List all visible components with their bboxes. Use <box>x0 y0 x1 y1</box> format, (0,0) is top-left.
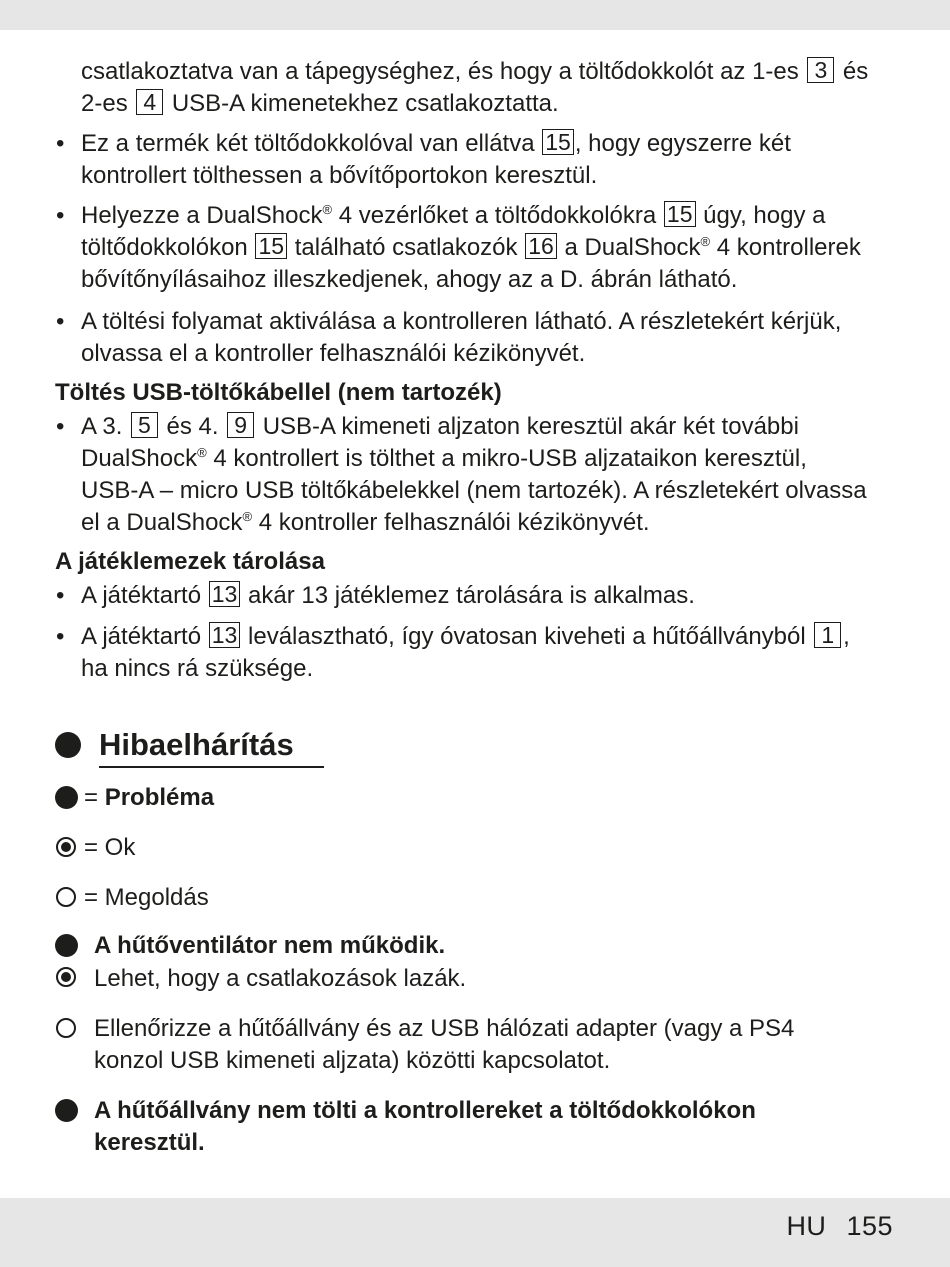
storage-heading: A játéklemezek tárolása <box>55 548 325 575</box>
reference-number: 3 <box>807 57 834 83</box>
text: töltődokkolókon <box>81 234 248 261</box>
registered-mark: ® <box>322 202 333 217</box>
problem-symbol-icon <box>55 1099 78 1122</box>
problem-1-solution-line-2: konzol USB kimeneti aljzata) közötti kapcsolatot. <box>94 1047 611 1074</box>
storage-bullet-2-line-1 <box>81 621 850 653</box>
bullet-3-line-1: A töltési folyamat aktiválása a kontrolleren látható. A részletekért kérjük, <box>81 308 842 335</box>
reference-number: 9 <box>227 412 254 438</box>
reference-number: 15 <box>542 129 574 155</box>
text: akár 13 játéklemez tárolására is alkalmas. <box>248 582 695 609</box>
solution-symbol-icon <box>56 1018 76 1038</box>
reference-number: 15 <box>664 201 696 227</box>
text: USB-A kimeneti aljzaton keresztül akár két további <box>262 413 799 440</box>
text: úgy, hogy a <box>703 202 826 229</box>
text: csatlakoztatva van a tápegységhez, és hogy a töltődokkolót az 1-es <box>81 58 799 85</box>
text: leválasztható, így óvatosan kiveheti a hűtőállványból <box>248 623 806 650</box>
registered-mark: ® <box>242 509 253 524</box>
usb-line-4 <box>81 507 650 539</box>
text: és 4. <box>166 413 219 440</box>
top-band <box>0 0 950 30</box>
storage-bullet-1 <box>81 580 695 612</box>
usb-charging-heading: Töltés USB-töltőkábellel (nem tartozék) <box>55 379 502 406</box>
legend-problem <box>84 782 214 814</box>
problem-symbol-icon <box>55 934 78 957</box>
text: , hogy egyszerre két <box>574 130 791 157</box>
bullet-1-line-2: kontrollert tölthessen a bővítőportokon keresztül. <box>81 162 598 189</box>
text: A játéktartó <box>81 623 202 650</box>
text: 4 kontrollerek <box>710 234 861 261</box>
solution-symbol-icon <box>56 887 76 907</box>
problem-symbol-icon <box>55 786 78 809</box>
reference-number: 13 <box>209 581 241 607</box>
text: található csatlakozók <box>294 234 518 261</box>
section-bullet-icon <box>55 732 81 758</box>
text: 4 kontroller felhasználói kézikönyvét. <box>252 509 650 536</box>
reference-number: 16 <box>525 233 557 259</box>
text: 2-es <box>81 90 128 117</box>
page-footer <box>786 1208 893 1244</box>
text: Helyezze a DualShock <box>81 202 323 229</box>
text: A 3. <box>81 413 123 440</box>
text: USB-A kimenetekhez csatlakoztatta. <box>171 90 559 117</box>
usb-line-3: USB-A – micro USB töltőkábelekkel (nem tartozék). A részletekért olvassa <box>81 477 867 504</box>
bullet-2-line-2 <box>81 232 861 264</box>
registered-mark: ® <box>700 234 711 249</box>
bullet-glyph: • <box>56 308 65 335</box>
text: Ez a termék két töltődokkolóval van ellátva <box>81 130 535 157</box>
bullet-glyph: • <box>56 413 65 440</box>
section-title: Hibaelhárítás <box>99 727 294 762</box>
bullet-glyph: • <box>56 623 65 650</box>
text: Probléma <box>104 784 215 811</box>
text: 4 kontrollert is tölthet a mikro-USB aljzataikon keresztül, <box>206 445 807 472</box>
reference-number: 5 <box>131 412 158 438</box>
language-code: HU <box>786 1211 827 1241</box>
reference-number: 15 <box>255 233 287 259</box>
text: el a DualShock <box>81 509 243 536</box>
bullet-glyph: • <box>56 582 65 609</box>
bullet-glyph: • <box>56 130 65 157</box>
legend-cause: = Ok <box>84 834 136 861</box>
cause-symbol-icon <box>56 837 76 857</box>
reference-number: 13 <box>209 622 241 648</box>
cause-symbol-icon <box>56 967 76 987</box>
bullet-3-line-2: olvassa el a kontroller felhasználói kézikönyvét. <box>81 340 586 367</box>
reference-number: 1 <box>814 622 841 648</box>
storage-bullet-2-line-2: ha nincs rá szüksége. <box>81 655 314 682</box>
intro-line-1 <box>81 56 868 88</box>
text: , <box>843 623 850 650</box>
page-number: 155 <box>846 1211 893 1241</box>
problem-1-solution-line-1: Ellenőrizze a hűtőállvány és az USB hálózati adapter (vagy a PS4 <box>94 1015 795 1042</box>
text: a DualShock <box>564 234 701 261</box>
usb-line-2 <box>81 443 807 475</box>
reference-number: 4 <box>136 89 163 115</box>
intro-line-2 <box>81 88 559 120</box>
title-underline <box>99 766 324 768</box>
text: és <box>842 58 869 85</box>
text: = <box>84 784 105 811</box>
legend-solution: = Megoldás <box>84 884 209 911</box>
problem-2-title-line-1: A hűtőállvány nem tölti a kontrollereket a töltődokkolókon <box>94 1097 756 1124</box>
registered-mark: ® <box>197 445 207 460</box>
problem-1-cause: Lehet, hogy a csatlakozások lazák. <box>94 965 467 992</box>
bullet-1-line-1 <box>81 128 791 160</box>
text: 4 vezérlőket a töltődokkolókra <box>332 202 657 229</box>
problem-1-title: A hűtőventilátor nem működik. <box>94 932 446 959</box>
usb-line-1 <box>81 411 799 443</box>
text: A játéktartó <box>81 582 202 609</box>
bullet-2-line-1 <box>81 200 825 232</box>
text: DualShock <box>81 445 198 472</box>
bullet-glyph: • <box>56 202 65 229</box>
bullet-2-line-3: bővítőnyílásaihoz illeszkedjenek, ahogy az a D. ábrán látható. <box>81 266 738 293</box>
problem-2-title-line-2: keresztül. <box>94 1129 205 1156</box>
